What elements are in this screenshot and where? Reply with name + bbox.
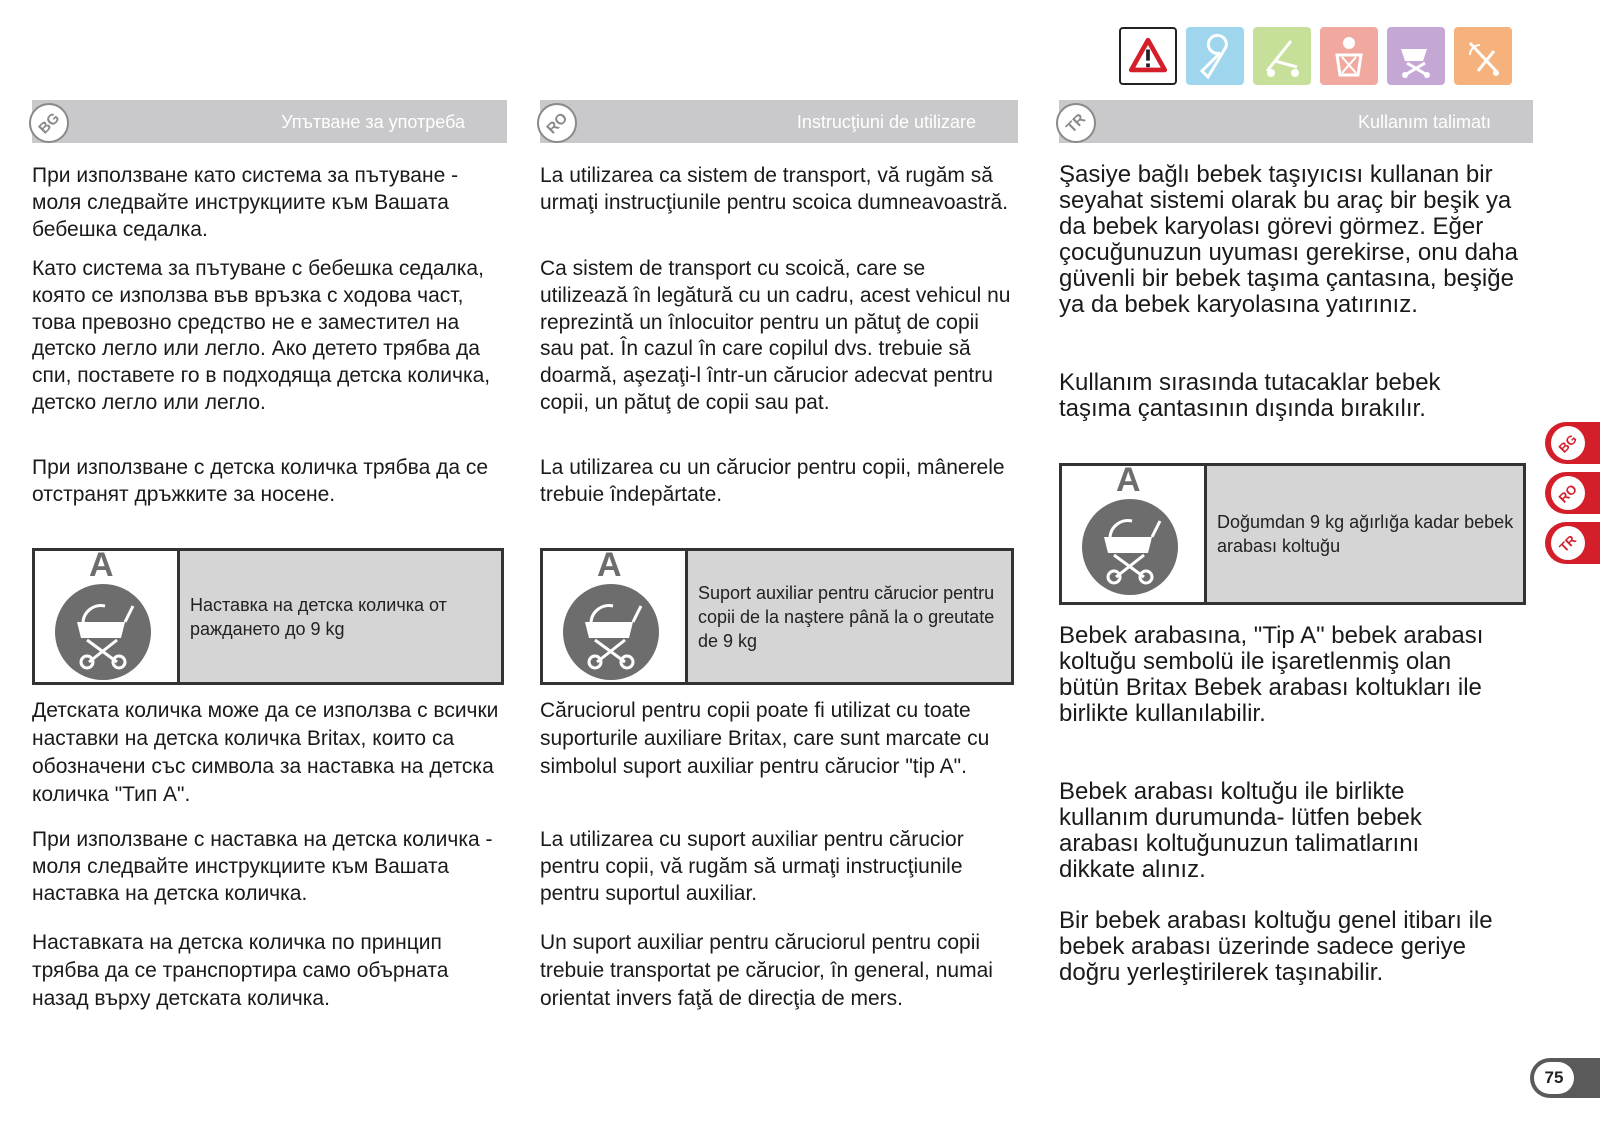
section-title: Kullanım talimatı — [1357, 112, 1491, 132]
pictogram-label: Suport auxiliar pentru cărucior pentru copii de la naştere până la o greutate de 9 kg — [688, 551, 1011, 682]
paragraph: При използване като система за пътуване - моля следвайте инструкциите към Вашата бебешка седалка. — [32, 164, 459, 241]
folding-icon — [1454, 27, 1512, 85]
stroller-icon — [1253, 27, 1311, 85]
paragraph: La utilizarea ca sistem de transport, vă rugăm să urmaţi instrucţiunile pentru scoica dumneavoastră. — [540, 164, 1009, 214]
section-title: Упътване за употреба — [281, 112, 465, 132]
paragraph: Kullanım sırasında tutacaklar bebek taşıma çantasının dışında bırakılır. — [1059, 369, 1441, 422]
section-header — [32, 100, 507, 143]
paragraph: Наставката на детска количка по принцип трябва да се транспортира само обърната назад върху детската количка. — [32, 931, 449, 1010]
paragraph: Детската количка може да се използва с всички наставки на детска количка Britax, които са обозначени със символа за наставка на детска количка "Тип A". — [32, 699, 499, 806]
pictogram-letter: A — [89, 546, 114, 584]
pictogram-label: Наставка на детска количка от раждането до 9 kg — [180, 551, 501, 682]
paragraph: Bebek arabasına, "Tip A" bebek arabası koltuğu sembolü ile işaretlenmiş olan bütün Britax Bebek arabası koltukları ile birlikte kullanılabilir. — [1059, 622, 1484, 727]
paragraph: La utilizarea cu suport auxiliar pentru cărucior pentru copii, vă rugăm să urmaţi instrucţiunile pentru suportul auxiliar. — [540, 828, 964, 905]
stroller-pictogram-icon — [1082, 499, 1178, 595]
side-tab-ro[interactable]: RO — [1545, 472, 1600, 514]
paragraph: Un suport auxiliar pentru căruciorul pentru copii trebuie transportat pe cărucior, în general, numai orientat invers faţă de direcţia de mers. — [540, 931, 993, 1010]
stroller-type-a-pictogram — [1059, 463, 1526, 605]
language-badge: BG — [29, 103, 69, 143]
warning-icon — [1119, 27, 1177, 85]
wrench-icon — [1186, 27, 1244, 85]
paragraph: Ca sistem de transport cu scoică, care se utilizează în legătură cu un cadru, acest vehicul nu reprezintă un înlocuitor pentru un pătuţ de copii sau pat. În cazul în care copilul dvs. trebuie să doarmă, aşezaţi-l într-un cărucior adecvat pentru copii, un pătuţ de copii sau pat. — [540, 257, 1011, 414]
category-icons — [1119, 27, 1512, 85]
language-badge: RO — [537, 103, 577, 143]
pictogram-letter: A — [597, 546, 622, 584]
section-header — [540, 100, 1018, 143]
paragraph: Şasiye bağlı bebek taşıyıcısı kullanan bir seyahat sistemi olarak bu araç bir beşik ya da bebek karyolası görevi görmez. Eğer çocuğunuzun uyuması gerekirse, onu daha güvenli bir bebek taşıma çantasına, beşiğe ya da bebek karyolasına yatırınız. — [1059, 161, 1518, 318]
section-header — [1059, 100, 1533, 143]
paragraph: При използване с наставка на детска количка - моля следвайте инструкциите към Вашата наставка на детска количка. — [32, 828, 493, 905]
stroller-type-a-pictogram — [540, 548, 1014, 685]
paragraph: Căruciorul pentru copii poate fi utilizat cu toate suporturile auxiliare Britax, care sunt marcate cu simbolul suport auxiliar pentru cărucior "tip A". — [540, 699, 990, 778]
section-title: Instrucţiuni de utilizare — [796, 112, 976, 132]
column-tr — [1059, 100, 1533, 986]
paragraph: Bebek arabası koltuğu ile birlikte kullanım durumunda- lütfen bebek arabası koltuğunuzun talimatlarını dikkate alınız. — [1059, 778, 1422, 883]
stroller-pictogram-icon — [55, 584, 151, 680]
page-number — [1530, 1058, 1600, 1098]
side-tab-tr[interactable]: TR — [1545, 522, 1600, 564]
column-bg — [32, 100, 507, 1010]
pictogram-letter: A — [1116, 461, 1141, 499]
stroller-pictogram-icon — [563, 584, 659, 680]
page-number-label: 75 — [1534, 1062, 1574, 1094]
paragraph: Bir bebek arabası koltuğu genel itibarı ile bebek arabası üzerinde sadece geriye doğru yerleştirilerek taşınabilir. — [1059, 907, 1493, 986]
language-badge: TR — [1056, 103, 1096, 143]
column-ro — [540, 100, 1018, 1010]
child-harness-icon — [1320, 27, 1378, 85]
paragraph: La utilizarea cu un cărucior pentru copii, mânerele trebuie îndepărtate. — [540, 456, 1005, 506]
paragraph: При използване с детска количка трябва да се отстранят дръжките за носене. — [32, 456, 489, 506]
paragraph: Като система за пътуване с бебешка седалка, която се използва във връзка с ходова част, това превозно средство не е заместител на детско легло или легло. Ако детето трябва да спи, поставете го в подходяща детска количка, детско легло или легло. — [32, 257, 491, 414]
pictogram-label: Doğumdan 9 kg ağırlığa kadar bebek arabası koltuğu — [1207, 466, 1523, 602]
carrycot-stroller-icon — [1387, 27, 1445, 85]
side-tab-bg[interactable]: BG — [1545, 422, 1600, 464]
stroller-type-a-pictogram — [32, 548, 504, 685]
